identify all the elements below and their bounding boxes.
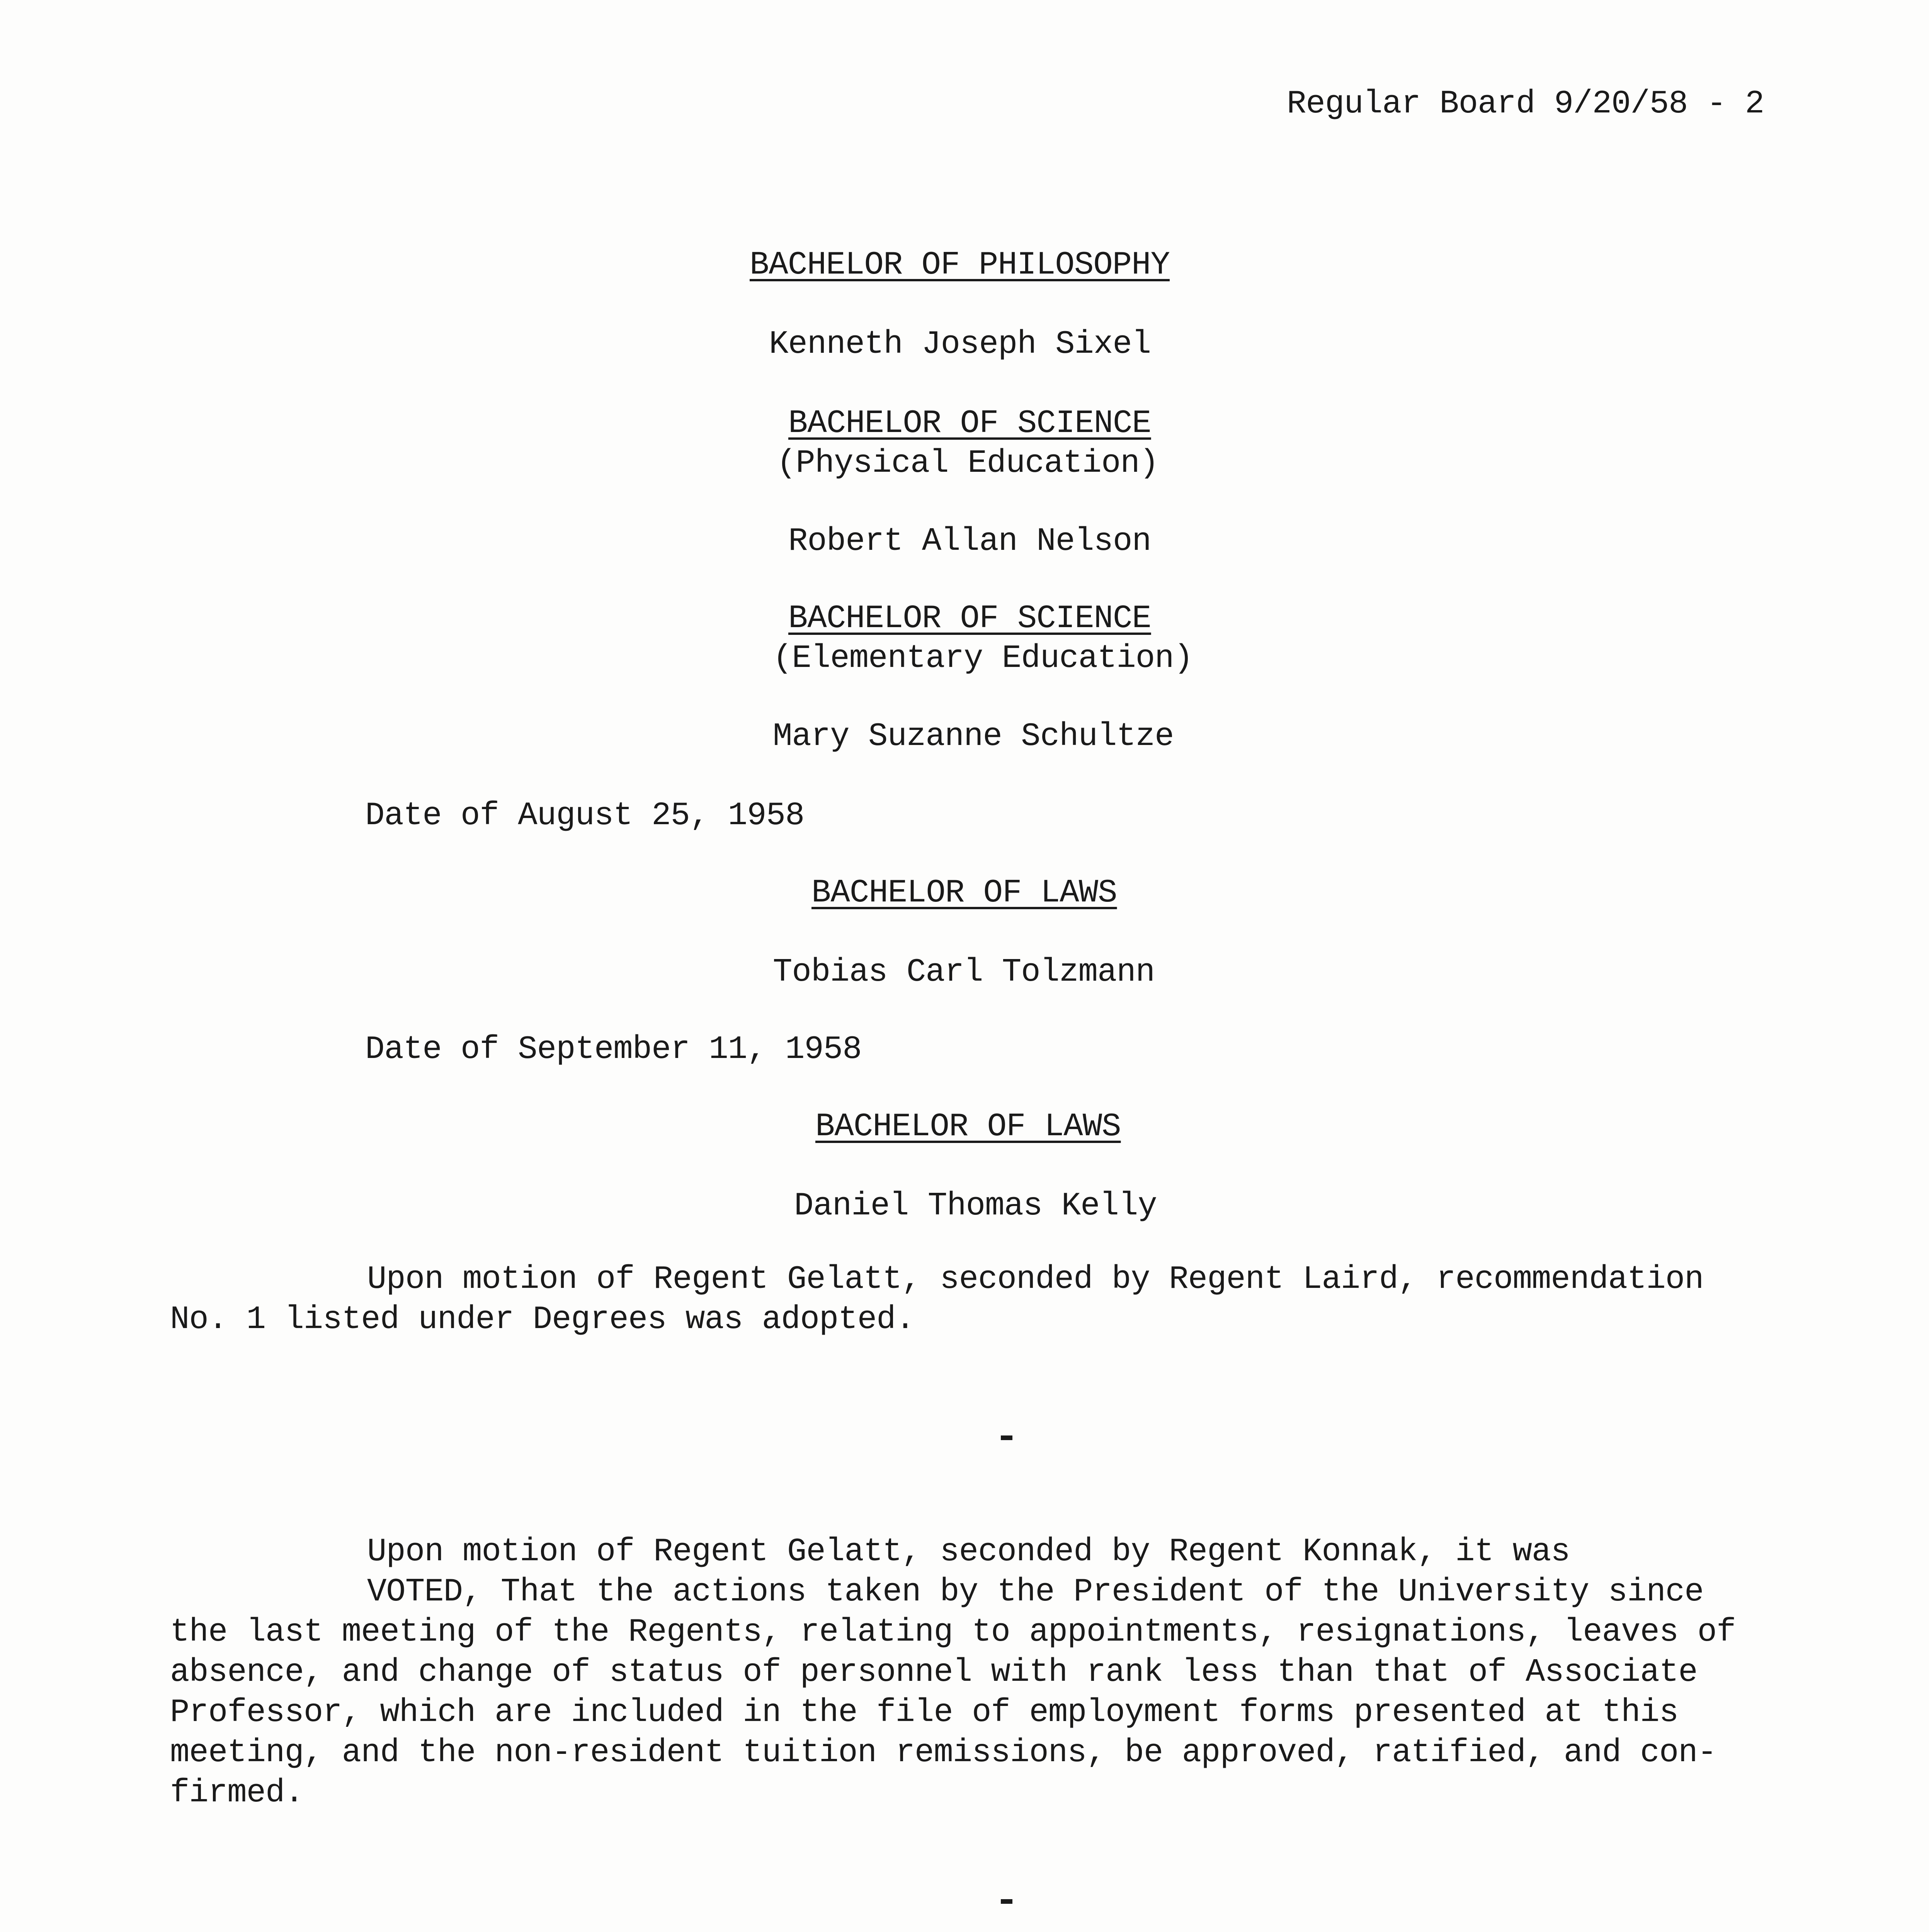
graduate-name: Mary Suzanne Schultze <box>773 718 1174 755</box>
motion-paragraph <box>170 1260 1808 1340</box>
text-line: Upon motion of Regent Gelatt, seconded by Regent Konnak, it was <box>367 1534 1570 1570</box>
graduate-name: Tobias Carl Tolzmann <box>773 954 1155 991</box>
text-line: absence, and change of status of personnel with rank less than that of Associate <box>170 1654 1698 1691</box>
degree-subtitle: (Elementary Education) <box>773 640 1193 677</box>
text-line: No. 1 listed under Degrees was adopted. <box>170 1301 915 1338</box>
text-line: meeting, and the non-resident tuition remissions, be approved, ratified, and con- <box>170 1735 1717 1771</box>
running-head: Regular Board 9/20/58 - 2 <box>1287 86 1764 122</box>
text-line: Upon motion of Regent Gelatt, seconded by Regent Laird, recommendation <box>367 1261 1704 1298</box>
degree-heading-science-ee: BACHELOR OF SCIENCE <box>788 600 1151 637</box>
date-line: Date of September 11, 1958 <box>365 1031 862 1068</box>
graduate-name: Kenneth Joseph Sixel <box>769 326 1151 363</box>
text-line: firmed. <box>170 1775 304 1811</box>
degree-heading-laws: BACHELOR OF LAWS <box>811 875 1117 912</box>
graduate-name: Daniel Thomas Kelly <box>794 1188 1157 1225</box>
section-divider <box>1001 1899 1012 1904</box>
graduate-name: Robert Allan Nelson <box>788 523 1151 560</box>
section-divider <box>1001 1435 1012 1440</box>
degree-heading-science-pe: BACHELOR OF SCIENCE <box>788 405 1151 442</box>
text-line: VOTED, That the actions taken by the President of the University since <box>367 1574 1704 1611</box>
text-line: Professor, which are included in the file of employment forms presented at this <box>170 1694 1679 1731</box>
text-line: the last meeting of the Regents, relating to appointments, resignations, leaves of <box>170 1614 1736 1651</box>
date-line: Date of August 25, 1958 <box>365 798 805 834</box>
motion-paragraph <box>170 1532 1808 1813</box>
degree-heading-laws: BACHELOR OF LAWS <box>815 1109 1121 1145</box>
degree-heading-philosophy: BACHELOR OF PHILOSOPHY <box>750 247 1170 284</box>
degree-subtitle: (Physical Education) <box>777 445 1159 482</box>
